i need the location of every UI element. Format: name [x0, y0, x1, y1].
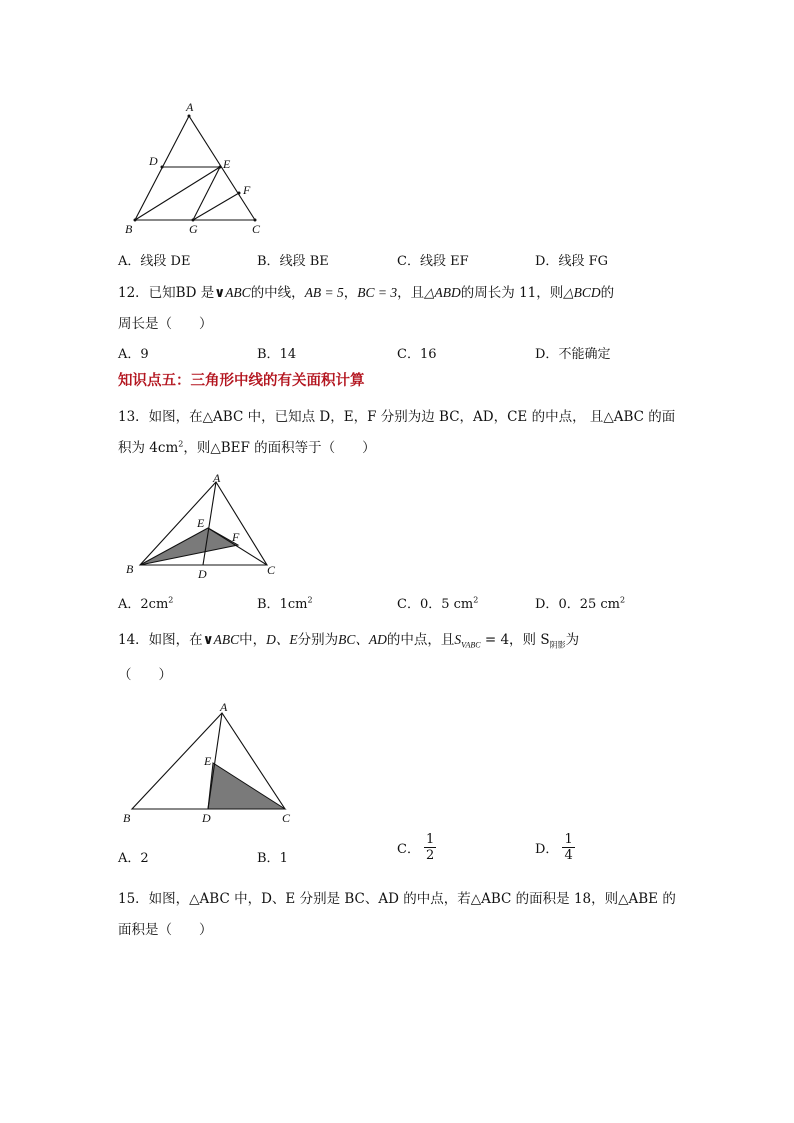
q12-option-a[interactable]: A．9	[118, 347, 149, 362]
label-a: A	[186, 100, 194, 114]
q13-stem-line1: 13．如图，在△ABC 中，已知点 D，E，F 分别为边 BC，AD，CE 的中点， 且△ABC 的面	[118, 409, 676, 425]
label-b: B	[125, 222, 133, 236]
q12-option-c[interactable]: C．16	[397, 347, 437, 362]
q11-option-b[interactable]: B．线段 BE	[257, 254, 329, 269]
label-b: B	[123, 811, 131, 825]
q11-option-d[interactable]: D．线段 FG	[535, 254, 608, 269]
q13-option-d[interactable]: D．0．25 $cm^2$	[535, 595, 626, 612]
q11-figure	[115, 98, 275, 238]
fraction: $\frac{1}{4}$	[564, 832, 573, 863]
q13-stem-line2: 积为 $4cm^2$，则△BEF 的面积等于（ ）	[118, 439, 376, 456]
q12-option-b[interactable]: B．14	[257, 347, 297, 362]
q13-figure	[120, 470, 290, 585]
shaded-triangle-bef	[140, 528, 238, 565]
q14-option-b[interactable]: B．1	[257, 851, 288, 866]
section-heading: 知识点五：三角形中线的有关面积计算	[118, 373, 365, 389]
q14-stem-line1: 14．如图，在∨ABC中，D、E分别为BC、AD的中点，且$S_{VABC} = 4$，则 $S_{阴影}$为	[118, 632, 580, 650]
label-a: A	[213, 471, 221, 485]
label-e: E	[204, 754, 212, 768]
label-c: C	[282, 811, 291, 825]
label-c: C	[252, 222, 261, 236]
label-b: B	[126, 562, 134, 576]
q11-option-a[interactable]: A．线段 DE	[118, 254, 191, 269]
q12-stem-line2: 周长是（ ）	[118, 316, 213, 332]
label-d: D	[149, 154, 158, 168]
fraction: $\frac{1}{2}$	[425, 832, 435, 863]
label-e: E	[223, 157, 231, 171]
label-d: D	[198, 567, 207, 581]
q15-stem-line2: 面积是（ ）	[118, 922, 213, 938]
label-c: C	[267, 563, 276, 577]
q12-option-d[interactable]: D．不能确定	[535, 347, 611, 362]
q14-option-c[interactable]: C． $\frac{1}{2}$	[397, 832, 435, 863]
q14-option-a[interactable]: A．2	[118, 851, 149, 866]
label-g: G	[189, 222, 198, 236]
q14-figure	[118, 695, 308, 830]
q13-option-b[interactable]: B．$1cm^2$	[257, 595, 313, 612]
label-f: F	[243, 183, 251, 197]
q14-stem-line2: （ ）	[118, 667, 172, 683]
q13-option-c[interactable]: C．0．5 $cm^2$	[397, 595, 479, 612]
triangle-abc	[135, 116, 255, 220]
q12-stem-line1: 12．已知BD 是∨ABC的中线，AB = 5，BC = 3，且△ABD的周长为 11，则△BCD的	[118, 285, 615, 301]
shaded-triangle-edc	[208, 763, 285, 809]
q13-option-a[interactable]: A．$2cm^2$	[118, 595, 174, 612]
label-d: D	[202, 811, 211, 825]
q11-option-c[interactable]: C．线段 EF	[397, 254, 469, 269]
label-f: F	[232, 530, 240, 544]
label-a: A	[220, 700, 228, 714]
q14-option-d[interactable]: D． $\frac{1}{4}$	[535, 832, 573, 863]
label-e: E	[197, 516, 205, 530]
q15-stem-line1: 15．如图，△ABC 中，D、E 分别是 BC、AD 的中点，若△ABC 的面积是 18，则△ABE 的	[118, 891, 676, 907]
